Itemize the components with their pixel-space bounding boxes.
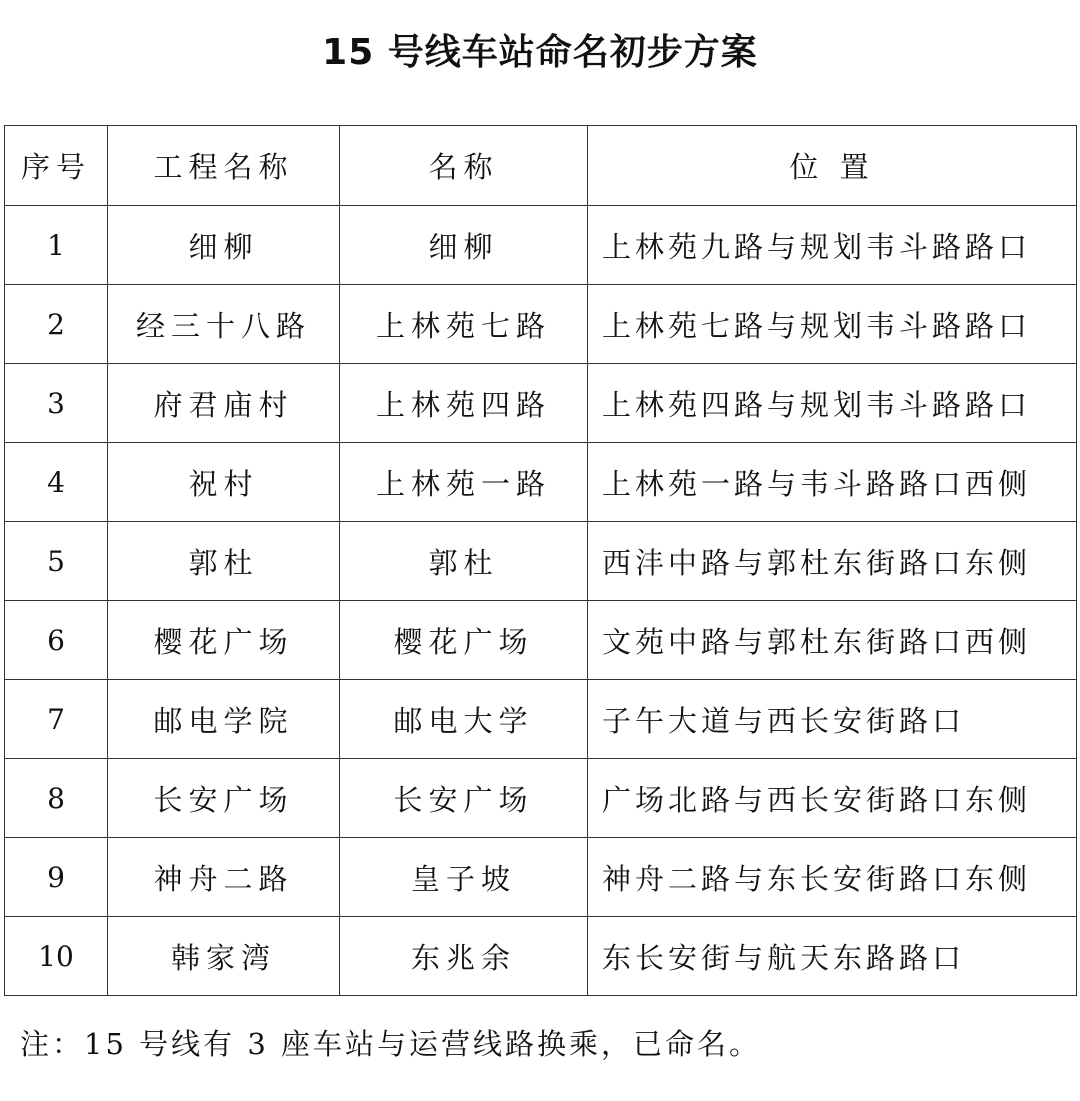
row-location: 上林苑七路与规划韦斗路路口: [588, 285, 1077, 364]
table-row: [5, 601, 1077, 680]
row-location: 东长安街与航天东路路口: [588, 917, 1077, 996]
row-index: 6: [5, 601, 108, 680]
row-index: 9: [5, 838, 108, 917]
row-project-name: 樱花广场: [108, 601, 340, 680]
row-location: 上林苑一路与韦斗路路口西侧: [588, 443, 1077, 522]
row-index: 3: [5, 364, 108, 443]
row-name: 上林苑七路: [340, 285, 588, 364]
table-row: [5, 206, 1077, 285]
row-location: 神舟二路与东长安街路口东侧: [588, 838, 1077, 917]
header-name: 名称: [340, 126, 588, 206]
row-index: 2: [5, 285, 108, 364]
row-location: 上林苑九路与规划韦斗路路口: [588, 206, 1077, 285]
table-row: [5, 364, 1077, 443]
row-project-name: 神舟二路: [108, 838, 340, 917]
row-index: 4: [5, 443, 108, 522]
row-index: 1: [5, 206, 108, 285]
row-project-name: 细柳: [108, 206, 340, 285]
row-name: 邮电大学: [340, 680, 588, 759]
row-project-name: 韩家湾: [108, 917, 340, 996]
row-name: 长安广场: [340, 759, 588, 838]
row-name: 上林苑四路: [340, 364, 588, 443]
station-naming-table: [4, 125, 1077, 996]
table-row: [5, 285, 1077, 364]
header-project-name: 工程名称: [108, 126, 340, 206]
row-location: 上林苑四路与规划韦斗路路口: [588, 364, 1077, 443]
row-project-name: 长安广场: [108, 759, 340, 838]
row-project-name: 经三十八路: [108, 285, 340, 364]
table-row: [5, 443, 1077, 522]
row-index: 10: [5, 917, 108, 996]
table-row: [5, 680, 1077, 759]
row-name: 细柳: [340, 206, 588, 285]
row-name: 郭杜: [340, 522, 588, 601]
row-location: 广场北路与西长安街路口东侧: [588, 759, 1077, 838]
row-index: 7: [5, 680, 108, 759]
row-name: 皇子坡: [340, 838, 588, 917]
table-row: [5, 917, 1077, 996]
row-location: 子午大道与西长安街路口: [588, 680, 1077, 759]
row-project-name: 邮电学院: [108, 680, 340, 759]
row-project-name: 郭杜: [108, 522, 340, 601]
row-name: 上林苑一路: [340, 443, 588, 522]
table-row: [5, 522, 1077, 601]
table-row: [5, 838, 1077, 917]
row-index: 5: [5, 522, 108, 601]
document-title: 15 号线车站命名初步方案: [322, 32, 758, 73]
header-index: 序号: [5, 126, 108, 206]
header-location: 位 置: [588, 126, 1077, 206]
row-project-name: 府君庙村: [108, 364, 340, 443]
row-name: 东兆余: [340, 917, 588, 996]
row-location: 西沣中路与郭杜东街路口东侧: [588, 522, 1077, 601]
row-name: 樱花广场: [340, 601, 588, 680]
table-row: [5, 759, 1077, 838]
row-project-name: 祝村: [108, 443, 340, 522]
table-header-row: [5, 126, 1077, 206]
footnote: 注：15 号线有 3 座车站与运营线路换乘，已命名。: [20, 1027, 762, 1061]
row-location: 文苑中路与郭杜东街路口西侧: [588, 601, 1077, 680]
row-index: 8: [5, 759, 108, 838]
